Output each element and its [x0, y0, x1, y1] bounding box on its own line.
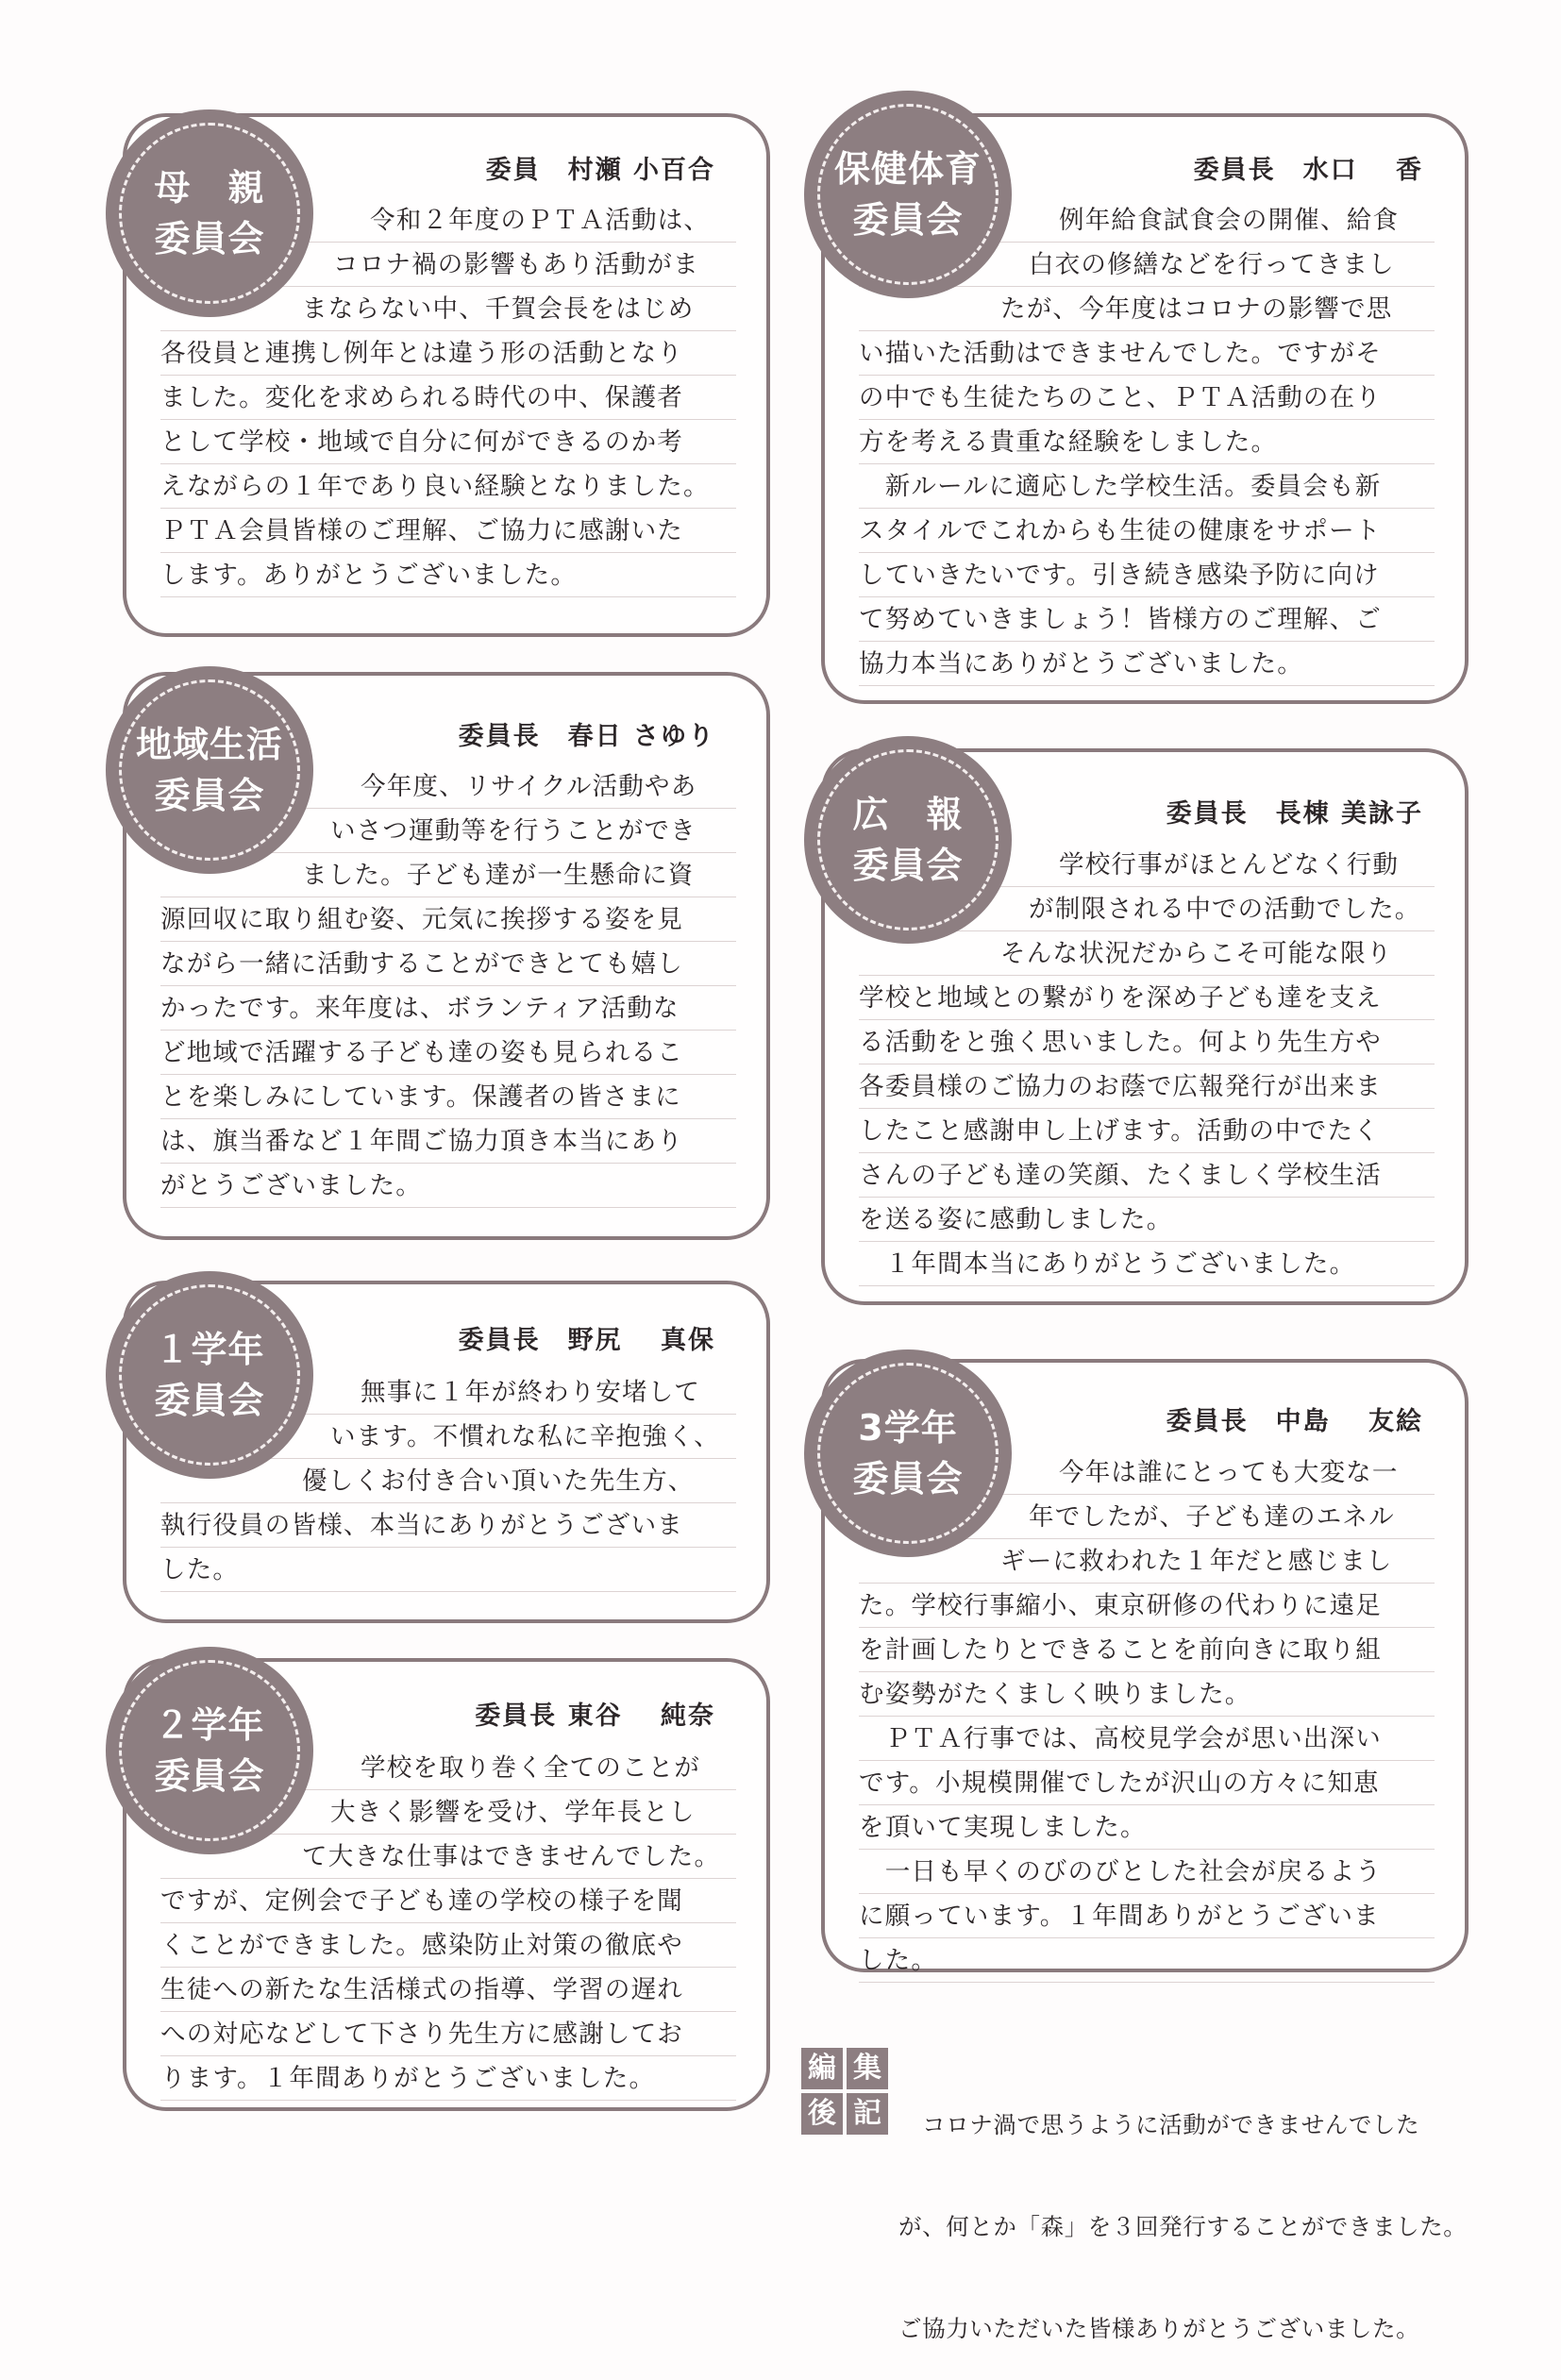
text-line: います。不慣れな私に辛抱強く、: [160, 1415, 736, 1459]
text-line: む姿勢がたくましく映りました。: [859, 1672, 1435, 1717]
editors-postscript-text: [898, 2040, 1467, 2380]
text-line: ど地域で活躍する子ども達の姿も見られるこ: [160, 1031, 736, 1075]
text-line: くことができました。感染防止対策の徹底や: [160, 1923, 736, 1968]
text-line: 今年度、リサイクル活動やあ: [160, 764, 736, 809]
text-line: そんな状況だからこそ可能な限り: [859, 931, 1435, 976]
text-line: 各委員様のご協力のお蔭で広報発行が出来ま: [859, 1064, 1435, 1109]
text-line: て大きな仕事はできませんでした。: [160, 1835, 736, 1879]
text-line: を送る姿に感動しました。: [859, 1198, 1435, 1242]
text-line: への対応などして下さり先生方に感謝してお: [160, 2012, 736, 2056]
postscript-tile: 後: [801, 2093, 843, 2135]
badge-title: 地域生活: [135, 724, 283, 765]
text-line: した。: [859, 1938, 1435, 1983]
text-line: かったです。来年度は、ボランティア活動な: [160, 986, 736, 1031]
text-line: した。: [160, 1548, 736, 1592]
badge-grade1-committee: [106, 1271, 313, 1479]
text-line: 令和２年度のＰＴＡ活動は、: [160, 198, 736, 243]
editors-postscript-label: [801, 2048, 888, 2137]
text-line: したこと感謝申し上げます。活動の中でたく: [859, 1109, 1435, 1153]
chair-name: 委員長 長棟 美詠子: [1166, 799, 1423, 829]
text-line: ました。変化を求められる時代の中、保護者: [160, 376, 736, 420]
badge-subtitle: 委員会: [154, 218, 265, 260]
badge-mother-committee: [106, 109, 313, 317]
text-line: していきたいです。引き続き感染予防に向け: [859, 553, 1435, 597]
text-line: 方を考える貴重な経験をしました。: [859, 420, 1435, 464]
text-line: スタイルでこれからも生徒の健康をサポート: [859, 509, 1435, 553]
text-line: の中でも生徒たちのこと、ＰＴＡ活動の在り: [859, 376, 1435, 420]
text-line: 生徒への新たな生活様式の指導、学習の遅れ: [160, 1968, 736, 2012]
text-line: です。小規模開催でしたが沢山の方々に知恵: [859, 1761, 1435, 1805]
text-line: 一日も早くのびのびとした社会が戻るよう: [859, 1850, 1435, 1894]
text-line: る活動をと強く思いました。何より先生方や: [859, 1020, 1435, 1064]
postscript-line: コロナ渦で思うように活動ができませんでした: [898, 2111, 1420, 2138]
text-line: 優しくお付き合い頂いた先生方、: [160, 1459, 736, 1503]
text-line: 協力本当にありがとうございました。: [859, 642, 1435, 686]
text-line: が制限される中での活動でした。: [859, 887, 1435, 931]
text-line: 各役員と連携し例年とは違う形の活動となり: [160, 331, 736, 376]
text-line: さんの子ども達の笑顔、たくましく学校生活: [859, 1153, 1435, 1198]
text-line: ながら一緒に活動することができとても嬉し: [160, 942, 736, 986]
badge-grade3-committee: [804, 1349, 1012, 1557]
chair-name: 委員長 春日 さゆり: [458, 722, 715, 751]
badge-health-pe-committee: [804, 91, 1012, 298]
text-line: 新ルールに適応した学校生活。委員会も新: [859, 464, 1435, 509]
text-line: がとうございました。: [160, 1164, 736, 1208]
text-line: します。ありがとうございました。: [160, 553, 736, 597]
badge-title: 広 報: [852, 794, 964, 835]
text-line: １年間本当にありがとうございました。: [859, 1242, 1435, 1286]
text-line: ＰＴＡ会員皆様のご理解、ご協力に感謝いた: [160, 509, 736, 553]
text-line: 例年給食試食会の開催、給食: [859, 198, 1435, 243]
badge-subtitle: 委員会: [852, 1458, 964, 1500]
chair-name: 委員長 水口 香: [1193, 156, 1423, 185]
text-line: て努めていきましょう！皆様方のご理解、ご: [859, 597, 1435, 642]
chair-name: 委員長 中島 友絵: [1166, 1407, 1423, 1436]
text-line: いさつ運動等を行うことができ: [160, 809, 736, 853]
badge-title: 保健体育: [833, 148, 982, 190]
badge-subtitle: 委員会: [852, 845, 964, 886]
text-line: 無事に１年が終わり安堵して: [160, 1370, 736, 1415]
badge-title: ２学年: [154, 1704, 265, 1746]
text-line: ですが、定例会で子ども達の学校の様子を聞: [160, 1879, 736, 1923]
text-line: 源回収に取り組む姿、元気に挨拶する姿を見: [160, 897, 736, 942]
chair-name: 委員長 東谷 純奈: [475, 1701, 715, 1731]
text-line: たが、今年度はコロナの影響で思: [859, 287, 1435, 331]
text-line: ります。１年間ありがとうございました。: [160, 2056, 736, 2101]
text-line: ギーに救われた１年だと感じまし: [859, 1539, 1435, 1584]
text-line: 学校と地域との繋がりを深め子ども達を支え: [859, 976, 1435, 1020]
badge-grade2-committee: [106, 1647, 313, 1854]
postscript-tile: 集: [847, 2048, 888, 2089]
badge-title: １学年: [154, 1329, 265, 1370]
badge-public-relations-committee: [804, 736, 1012, 944]
postscript-line: ご協力いただいた皆様ありがとうございました。: [898, 2315, 1420, 2342]
badge-title: 3学年: [858, 1407, 958, 1449]
badge-community-life-committee: [106, 666, 313, 874]
text-line: として学校・地域で自分に何ができるのか考: [160, 420, 736, 464]
badge-subtitle: 委員会: [154, 1755, 265, 1797]
text-line: とを楽しみにしています。保護者の皆さまに: [160, 1075, 736, 1119]
text-line: コロナ禍の影響もあり活動がま: [160, 243, 736, 287]
text-line: 今年は誰にとっても大変な一: [859, 1450, 1435, 1495]
chair-name: 委員長 野尻 真保: [458, 1326, 715, 1355]
badge-title: 母 親: [154, 167, 265, 209]
chair-name: 委員 村瀬 小百合: [485, 156, 715, 185]
badge-subtitle: 委員会: [154, 1380, 265, 1421]
text-line: に願っています。１年間ありがとうございま: [859, 1894, 1435, 1938]
text-line: 大きく影響を受け、学年長とし: [160, 1790, 736, 1835]
text-line: を頂いて実現しました。: [859, 1805, 1435, 1850]
text-line: えながらの１年であり良い経験となりました。: [160, 464, 736, 509]
text-line: は、旗当番など１年間ご協力頂き本当にあり: [160, 1119, 736, 1164]
text-line: まならない中、千賀会長をはじめ: [160, 287, 736, 331]
text-line: ＰＴＡ行事では、高校見学会が思い出深い: [859, 1717, 1435, 1761]
text-line: ました。子ども達が一生懸命に資: [160, 853, 736, 897]
text-line: を計画したりとできることを前向きに取り組: [859, 1628, 1435, 1672]
text-line: い描いた活動はできませんでした。ですがそ: [859, 331, 1435, 376]
postscript-tile: 記: [847, 2093, 888, 2135]
text-line: 学校を取り巻く全てのことが: [160, 1746, 736, 1790]
badge-subtitle: 委員会: [852, 199, 964, 241]
text-line: 年でしたが、子ども達のエネル: [859, 1495, 1435, 1539]
postscript-line: が、何とか「森」を３回発行することができました。: [898, 2213, 1468, 2240]
text-line: た。学校行事縮小、東京研修の代わりに遠足: [859, 1584, 1435, 1628]
postscript-tile: 編: [801, 2048, 843, 2089]
text-line: 白衣の修繕などを行ってきまし: [859, 243, 1435, 287]
text-line: 学校行事がほとんどなく行動: [859, 843, 1435, 887]
text-line: 執行役員の皆様、本当にありがとうございま: [160, 1503, 736, 1548]
badge-subtitle: 委員会: [154, 775, 265, 816]
